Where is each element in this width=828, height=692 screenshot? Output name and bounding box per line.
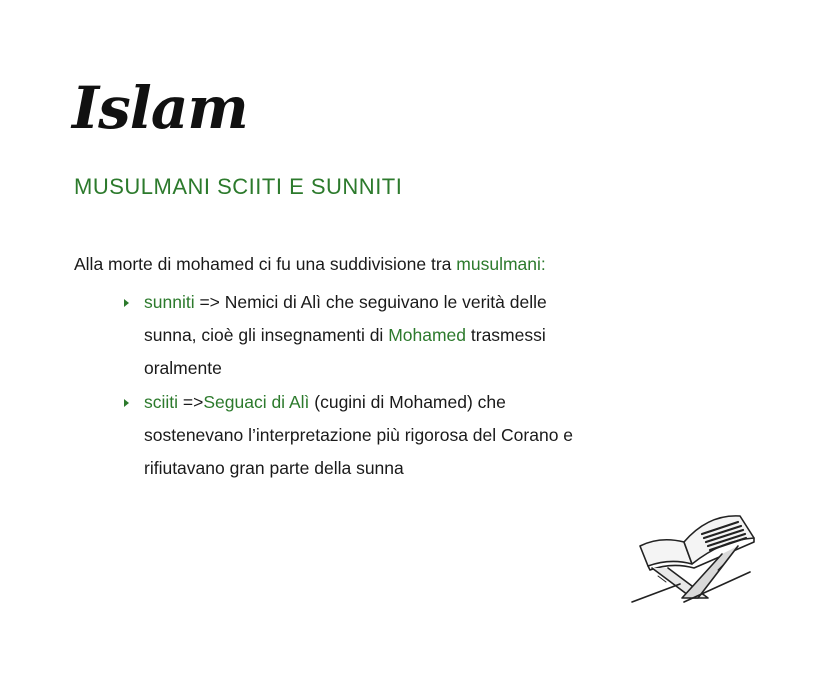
intro-highlight: musulmani: (456, 254, 546, 274)
term-sciiti: sciiti (144, 392, 179, 412)
arrow-text: => (194, 292, 225, 312)
highlight-mohamed: Mohamed (388, 325, 467, 345)
page-title: Islam (72, 74, 248, 142)
bullet-list (120, 286, 600, 486)
arrow-text: => (178, 392, 204, 412)
bullet-text: (cugini di Mohamed) che sostenevano l’interpretazione più rigorosa del Corano e rifiutavano gran parte della sunna (144, 392, 574, 478)
section-subtitle: MUSULMANI SCIITI E SUNNITI (74, 174, 403, 199)
highlight-seguaci: Seguaci di Alì (203, 392, 310, 412)
term-sunniti: sunniti (144, 292, 195, 312)
intro-paragraph (74, 252, 546, 276)
list-item-sciiti (120, 386, 600, 485)
intro-text: Alla morte di mohamed ci fu una suddivisione tra (74, 254, 457, 274)
bullet-text-end: trasmessi oralmente (144, 325, 546, 378)
quran-on-stand-icon (622, 506, 762, 606)
bullet-text: Nemici di Alì che seguivano le verità delle sunna, cioè gli insegnamenti di (144, 292, 547, 345)
list-item-sunniti (120, 286, 600, 385)
bullet-marker-icon (124, 399, 129, 407)
bullet-marker-icon (124, 299, 129, 307)
